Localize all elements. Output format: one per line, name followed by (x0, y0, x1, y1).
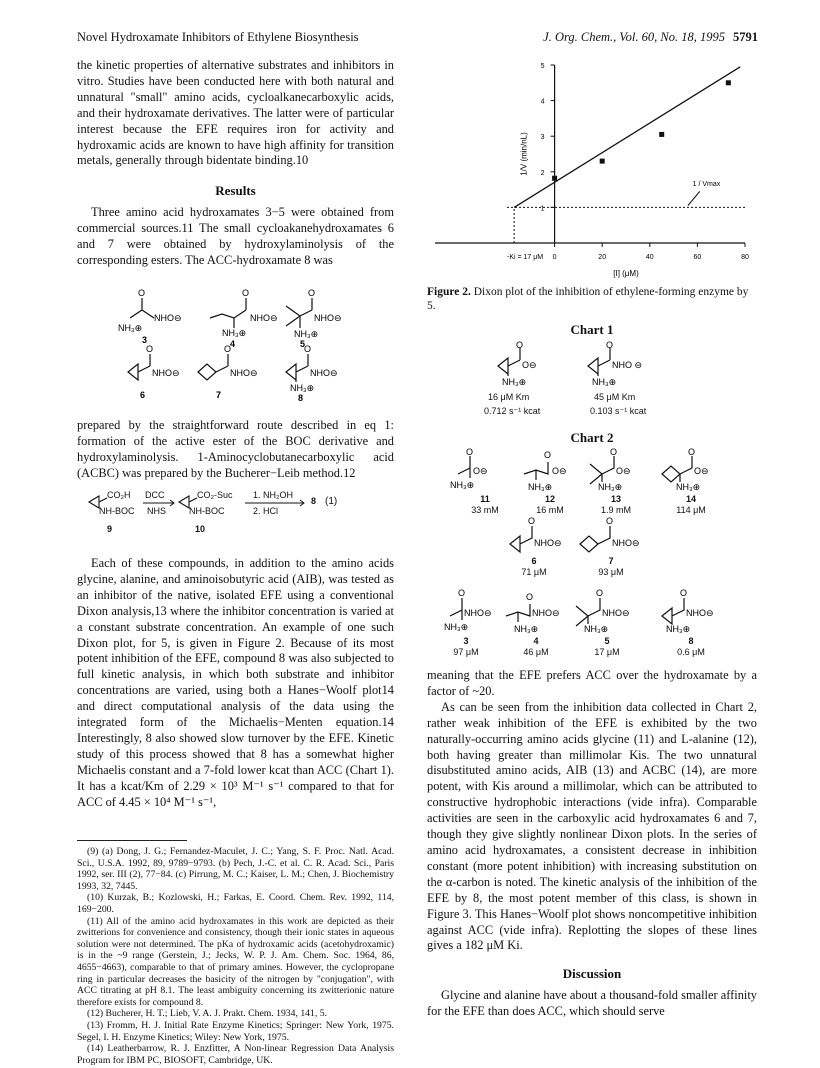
svg-text:NH₃⊕: NH₃⊕ (528, 482, 553, 492)
eq-r2-top: 1. NH₂OH (253, 490, 293, 500)
svg-text:NH₃⊕: NH₃⊕ (290, 383, 315, 393)
svg-text:NHO⊖: NHO⊖ (686, 608, 714, 618)
chart-2-cyclobutane-hydroxamate (580, 516, 640, 552)
svg-text:O⊖: O⊖ (552, 466, 567, 476)
svg-text:NHO⊖: NHO⊖ (602, 608, 630, 618)
svg-text:NHO ⊖: NHO ⊖ (612, 360, 643, 370)
chart-2-glycine-hydroxamate (444, 588, 492, 632)
label-6: 6 (140, 390, 146, 400)
chart-2-num-12: 12 (544, 494, 555, 504)
data-point (726, 80, 731, 85)
chart-2-num-14: 14 (685, 494, 696, 504)
as-paragraph: As can be seen from the inhibition data collected in Chart 2, rather weak inhibition of the EFE is exhibited by the two naturally-occurring amino acids glycine (11) and L-alanine (12), both having greater than millimolar Kis. The two unnatural disubstituted amino acids, AIB (13) and ACBC (14), are more potent, with Kis around a millimolar, which can be attributed to constructive hydrophobic interactions (vide infra). Comparable activities are seen in the carboxylic acid hydroxamates 6 and 7, though they give slightly nonlinear Dixon plots. In the series of amino acid hydroxamates, a consistent decrease in inhibition constant (more potent inhibition) with increasing substitution on the α-carbon is noted. The kinetic analysis of the inhibition of the EFE by 8, the most potent member of this class, is shown in Figure 3. This Hanes−Woolf plot shows noncompetitive inhibition against ACC (vide infra). Replotting the slopes of these lines gives a 182 μM Ki. (427, 699, 757, 953)
svg-text:O: O (610, 448, 618, 457)
x-tick-label: 0 (552, 254, 557, 261)
structure-3 (118, 288, 182, 345)
label-4: 4 (230, 339, 236, 349)
svg-text:O⊖: O⊖ (522, 360, 537, 370)
svg-text:O: O (242, 288, 250, 298)
svg-text:NH₃⊕: NH₃⊕ (514, 624, 539, 634)
svg-text:NH₃⊕: NH₃⊕ (450, 480, 475, 490)
prepared-paragraph: prepared by the straightforward route described in eq 1: formation of the active ester of the BOC derivative and hydroxylaminolysis. 1-Aminocyclobutanecarboxylic acid (ACBC) was prepared by the Bucherer−Leib method.12 (77, 418, 394, 480)
chart-2-num-4: 4 (533, 636, 539, 646)
y-tick-label: 2 (540, 169, 545, 177)
svg-text:O: O (606, 340, 614, 350)
chart-2-aib-hydroxamate (576, 588, 630, 634)
svg-text:O: O (544, 450, 552, 460)
chart-2-val-11: 33 mM (471, 505, 499, 515)
footnote-10: (10) Kurzak, B.; Kozlowski, H.; Farkas, E. Coord. Chem. Rev. 1992, 114, 169−200. (77, 892, 394, 915)
y-tick-label: 4 (540, 98, 545, 106)
chart-1-acc (498, 340, 537, 387)
eq-int-top: CO₂-Suc (197, 490, 233, 500)
svg-text:NH₃⊕: NH₃⊕ (598, 482, 623, 492)
footnote-11: (11) All of the amino acid hydroxamates in this work are depicted as their zwitterions for convenience and consistency, though their ionic states in aqueous solution were not determined. The pKa of hydroxamic acids (acetohydroxamic) is in the ~9 range (Gerstein, J.; Jecks, W. P. J. Am. Chem. Soc. 1964, 86, 4655−4663), comparable to that of primary amines. However, the cyclopropane ring in particular decreases the basicity of the nitrogen by "conjugation", with ACC titrating at pH 8.1. The least ambiguity concerning its zwitterionic nature therefore exists for compound 8. (77, 915, 394, 1008)
chart-2-val-14: 114 μM (676, 505, 706, 515)
left-column (77, 58, 394, 269)
y-axis-title: 1/V (min/nL) (519, 132, 529, 176)
x-axis-title: [I] (μM) (613, 269, 639, 278)
results-paragraph: Three amino acid hydroxamates 3−5 were obtained from commercial sources.11 The small cycloakanehydroxamates 6 and 7 were obtained by hydroxylaminolysis of the corresponding esters. The ACC-hydroxamate 8 was (77, 205, 394, 267)
footnote-9: (9) (a) Dong, J. G.; Fernandez-Maculet, J. C.; Yang, S. F. Proc. Natl. Acad. Sci., U.S.A. 1992, 89, 9789−9793. (b) Pech, J.-C. et al. C. R. Acad. Sci., Paris 1992, ser. III (2), 77−84. (c) Pirrung, M. C.; Kaiser, L. M.; Chen, J. Biochemistry 1993, 32, 7445. (77, 846, 394, 892)
data-point (600, 159, 605, 164)
structure-7 (198, 344, 258, 400)
x-tick-label: 80 (741, 254, 749, 261)
svg-text:O: O (606, 516, 614, 526)
vmax-arrow (688, 191, 700, 205)
svg-text:NH₃⊕: NH₃⊕ (444, 622, 469, 632)
eq-int-num: 10 (195, 524, 206, 534)
chart-2-num-3: 3 (463, 636, 469, 646)
right-column-text (427, 668, 757, 1020)
chart-2-alanine (524, 450, 567, 492)
svg-text:NHO⊖: NHO⊖ (612, 538, 640, 548)
chart-2-num-8: 8 (688, 636, 694, 646)
svg-text:O: O (466, 448, 474, 457)
chart-1-acc-kcat: 0.712 s⁻¹ kcat (484, 406, 541, 416)
chart-2-val-13: 1.9 mM (600, 505, 631, 515)
label-8: 8 (298, 393, 304, 403)
eq-r2-bot: 2. HCl (253, 506, 279, 516)
svg-text:NH₃⊕: NH₃⊕ (294, 329, 319, 339)
discussion-heading: Discussion (562, 966, 622, 982)
chart-1-hyd-km: 45 μM Km (594, 392, 636, 402)
chart-2-acbc (662, 448, 709, 492)
eq-product: 8 (311, 496, 317, 506)
intro-paragraph: the kinetic properties of alternative substrates and inhibitors in vitro. Studies have been conducted here with both natural and unnatural "small" amino acids, cycloalkanecarboxylic acids, and their hydroxamate derivatives. The latter were of particular interest because the EFE requires iron for activity and hydroxamic acids are known to have high affinity for transition metals, generally through bidentate binding.10 (77, 58, 394, 168)
figure-2-dixon-plot (427, 55, 757, 280)
svg-text:NHO⊖: NHO⊖ (310, 368, 338, 378)
svg-text:O: O (688, 448, 696, 457)
equation-1 (85, 488, 395, 542)
svg-text:O: O (146, 344, 154, 354)
chart-2-cyclopropane-hydroxamate (510, 516, 562, 552)
svg-text:O⊖: O⊖ (616, 466, 631, 476)
svg-text:O: O (526, 592, 534, 602)
chart-2-val-8: 0.6 μM (677, 647, 705, 657)
chart-2-alanine-hydroxamate (506, 592, 560, 634)
svg-text:O: O (308, 288, 316, 298)
svg-text:O⊖: O⊖ (473, 466, 488, 476)
label-3: 3 (142, 335, 148, 345)
structure-4 (210, 288, 278, 349)
vmax-annotation: 1 / Vmax (692, 181, 721, 189)
journal-citation (543, 30, 758, 45)
footnote-13: (13) Fromm, H. J. Initial Rate Enzyme Kinetics; Springer: New York, 1975. Segel, I. H. Enzyme Kinetics; Wiley: New York, 1975. (77, 1019, 394, 1043)
label-5: 5 (300, 339, 306, 349)
meaning-paragraph: meaning that the EFE prefers ACC over the hydroxamate by a factor of ~20. (427, 668, 757, 698)
chart-2-val-3: 97 μM (453, 647, 479, 657)
footnote-14: (14) Leatherbarrow, R. J. Enzfitter, A Non-linear Regression Data Analysis Program for IBM PC, BIOSOFT, Cambridge, UK. (77, 1043, 394, 1066)
structure-5 (286, 288, 342, 349)
footnotes (77, 846, 394, 1066)
svg-text:NHO⊖: NHO⊖ (152, 368, 180, 378)
chart-2-val-12: 16 mM (536, 505, 564, 515)
chart-2-val-4: 46 μM (523, 647, 549, 657)
chart-2-aib (590, 448, 631, 492)
structure-8 (286, 344, 338, 403)
chart-2-acc-hydroxamate (662, 588, 714, 634)
eq-sm-bot: NH-BOC (99, 506, 135, 516)
svg-text:NHO⊖: NHO⊖ (464, 608, 492, 618)
chart-2-num-5: 5 (604, 636, 610, 646)
chart-2-num-11: 11 (480, 494, 490, 504)
svg-text:NH₃⊕: NH₃⊕ (502, 377, 527, 387)
y-tick-label: 1 (540, 205, 545, 213)
left-column-3 (77, 556, 394, 811)
svg-text:NHO⊖: NHO⊖ (230, 368, 258, 378)
svg-text:O⊖: O⊖ (694, 466, 709, 476)
chart-2-val-5: 17 μM (594, 647, 620, 657)
journal-name: J. Org. Chem., Vol. 60, No. 18, 1995 (543, 30, 725, 44)
page-number: 5791 (733, 30, 758, 44)
svg-text:NH₃⊕: NH₃⊕ (676, 482, 701, 492)
chart-2-glycine (450, 448, 488, 490)
chart-2-num-7: 7 (608, 556, 614, 566)
running-header: Novel Hydroxamate Inhibitors of Ethylene Biosynthesis (77, 30, 359, 44)
chart-2-val-7: 93 μM (598, 567, 624, 577)
eq-int-bot: NH-BOC (189, 506, 225, 516)
footnote-rule (77, 840, 187, 841)
discussion-paragraph: Glycine and alanine have about a thousand-fold smaller affinity for the EFE than does ACC, which should serve (427, 988, 757, 1019)
svg-text:NHO⊖: NHO⊖ (154, 313, 182, 323)
y-tick-label: 5 (540, 63, 545, 70)
structures-3-8 (100, 288, 380, 408)
svg-text:O: O (304, 344, 312, 354)
structure-6 (128, 344, 180, 400)
data-point (552, 176, 557, 181)
svg-text:NHO⊖: NHO⊖ (250, 313, 278, 323)
svg-text:NHO⊖: NHO⊖ (534, 538, 562, 548)
chart-1-hydroxamate (588, 340, 642, 387)
chart-2-num-13: 13 (610, 494, 621, 504)
chart-2-val-6: 71 μM (521, 567, 547, 577)
chart-1-structures (470, 340, 710, 388)
svg-text:NHO⊖: NHO⊖ (314, 313, 342, 323)
svg-text:O: O (138, 288, 146, 298)
chart-2-title: Chart 2 (570, 430, 614, 445)
eq-r1-top: DCC (145, 490, 165, 500)
svg-text:O: O (528, 516, 536, 526)
ki-annotation: -Ki = 17 μM (507, 254, 544, 261)
left-column-2 (77, 418, 394, 482)
figure-2-caption (427, 285, 757, 313)
svg-text:O: O (680, 588, 688, 598)
figure-2-label: Figure 2. (427, 286, 471, 298)
x-tick-label: 60 (693, 254, 702, 261)
svg-text:NH₃⊕: NH₃⊕ (666, 624, 691, 634)
data-point (659, 132, 664, 137)
label-7: 7 (216, 390, 222, 400)
svg-text:NH₃⊕: NH₃⊕ (118, 323, 143, 333)
eq-sm-top: CO₂H (107, 490, 131, 500)
svg-text:O: O (516, 340, 524, 350)
svg-text:O: O (224, 344, 232, 354)
svg-text:O: O (596, 588, 604, 598)
eq-r1-bot: NHS (147, 506, 167, 516)
eq-number: (1) (325, 496, 338, 507)
chart-2-structures (440, 448, 740, 658)
footnote-12: (12) Bucherer, H. T.; Lieb, V. A. J. Prakt. Chem. 1934, 141, 5. (87, 1008, 327, 1020)
eq-sm-num: 9 (107, 524, 113, 534)
figure-2-caption-text: Dixon plot of the inhibition of ethylene-forming enzyme by 5. (427, 286, 749, 312)
svg-text:NH₃⊕: NH₃⊕ (222, 328, 247, 338)
y-tick-label: 3 (540, 134, 545, 142)
svg-text:NH₃⊕: NH₃⊕ (584, 624, 609, 634)
chart-1-acc-km: 16 μM Km (488, 392, 530, 402)
results-heading: Results (215, 183, 256, 199)
chart-1-title: Chart 1 (570, 322, 614, 337)
chart-1-hyd-kcat: 0.103 s⁻¹ kcat (590, 406, 647, 416)
each-paragraph: Each of these compounds, in addition to the amino acids glycine, alanine, and aminoisobutyric acid (AIB), was tested as an inhibitor of the native, isolated EFE using a conventional Dixon analysis,13 where the inhibitor concentration is varied at a constant substrate concentration. An example of one such Dixon plot, for 5, is given in Figure 2. Because of its most potent inhibition of the EFE, compound 8 was also subjected to full kinetic analysis, in which both substrate and inhibitor concentrations are varied, using both a Hanes−Woolf plot14 and direct computational analysis of the data using the integrated form of the Michaelis−Menten equation.14 Interestingly, 8 also showed slow turnover by the EFE. Kinetic study of this process showed that 8 has a somewhat higher Michaelis constant and a 7-fold lower kcat than ACC (Chart 1). It has a kcat/Km of 2.29 × 10³ M⁻¹ s⁻¹ compared to that for ACC of 4.45 × 10⁴ M⁻¹ s⁻¹, (77, 556, 394, 809)
svg-text:NHO⊖: NHO⊖ (532, 608, 560, 618)
svg-text:NH₃⊕: NH₃⊕ (592, 377, 617, 387)
x-tick-label: 20 (598, 254, 607, 261)
chart-2-num-6: 6 (531, 556, 537, 566)
svg-text:O: O (458, 588, 466, 598)
x-tick-label: 40 (645, 254, 654, 261)
